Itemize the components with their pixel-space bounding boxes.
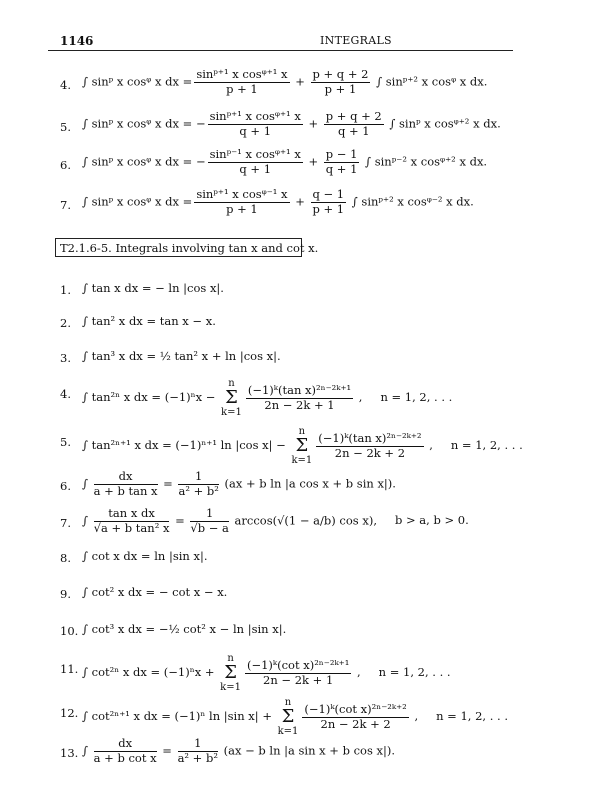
- fraction: [245, 659, 351, 688]
- formula-number: 7.: [60, 198, 71, 212]
- formula-expression: [82, 378, 452, 418]
- formula-number: 3.: [60, 351, 71, 365]
- formula-post: ,: [353, 665, 361, 679]
- formula-number: 12.: [60, 706, 79, 720]
- formula-number: 10.: [60, 624, 79, 638]
- formula-rest: ∫ sinᵖ⁺² x cosᵠ⁻² x dx.: [348, 194, 474, 209]
- fraction-denominator: a² + b²: [178, 483, 219, 498]
- summation-upper: n: [298, 426, 306, 437]
- formula-pre: ∫ tan²ⁿ x dx = (−1)ⁿx −: [82, 390, 220, 404]
- formula-number: 2.: [60, 316, 71, 330]
- fraction-numerator: sinᵖ⁺¹ x cosᵠ⁺¹ x: [209, 109, 301, 123]
- fraction-denominator: p + 1: [324, 81, 357, 96]
- page-number: 1146: [60, 34, 94, 48]
- formula-number: 4.: [60, 387, 71, 401]
- fraction: [324, 110, 384, 139]
- fraction: [246, 384, 353, 413]
- formula-pre: ∫: [82, 743, 92, 758]
- condition: n = 1, 2, . . .: [436, 709, 508, 723]
- fraction: [208, 148, 303, 177]
- formula-pre: ∫: [82, 513, 92, 528]
- formula-expression: [82, 68, 487, 97]
- fraction-numerator: q − 1: [312, 187, 345, 201]
- formula-expression: [82, 622, 286, 636]
- fraction: [316, 432, 423, 461]
- formula-expression: [82, 349, 281, 363]
- fraction-denominator: √b − a: [190, 520, 229, 535]
- operator: =: [159, 476, 177, 491]
- formula-text: ∫ cot³ x dx = −½ cot² x − ln |sin x|.: [82, 622, 287, 636]
- operator: +: [291, 194, 309, 209]
- operator: +: [304, 154, 322, 169]
- summation-lower: k=1: [220, 682, 241, 693]
- summation-lower: k=1: [221, 407, 242, 418]
- formula-row: [0, 648, 594, 693]
- summation-upper: n: [228, 378, 235, 389]
- summation: [220, 653, 241, 693]
- formula-number: 5.: [60, 435, 71, 449]
- formula-number: 8.: [60, 551, 71, 565]
- summation: [291, 426, 312, 466]
- summation: [278, 697, 299, 737]
- fraction-denominator: p + 1: [312, 201, 345, 216]
- fraction-numerator: (−1)ᵏ(cot x)²ⁿ⁻²ᵏ⁺²: [304, 701, 407, 716]
- condition: b > a, b > 0.: [394, 513, 469, 528]
- fraction-denominator: 2n − 2k + 2: [334, 445, 406, 460]
- formula-row: [0, 337, 594, 377]
- formula-post: ,: [425, 438, 433, 452]
- formula-lhs: ∫ sinᵖ x cosᵠ x dx =: [82, 74, 193, 89]
- fraction-denominator: p + 1: [226, 81, 258, 96]
- formula-row: [0, 184, 594, 224]
- fraction-denominator: 2n − 2k + 1: [264, 397, 335, 412]
- fraction-numerator: p + q + 2: [312, 67, 369, 81]
- summation-sign: Σ: [224, 662, 237, 683]
- formula-row: [0, 732, 594, 772]
- fraction-numerator: tan x dx: [94, 507, 170, 522]
- fraction: [178, 470, 218, 499]
- fraction-denominator: p + 1: [226, 201, 258, 216]
- formula-rest: ∫ sinᵖ⁺² x cosᵠ x dx.: [372, 74, 488, 89]
- formula-expression: [82, 697, 508, 737]
- summation-lower: k=1: [291, 455, 313, 466]
- formula-row: [0, 373, 594, 418]
- summation-upper: n: [284, 697, 292, 708]
- fraction: [94, 507, 170, 536]
- fraction-denominator: q + 1: [239, 123, 272, 138]
- formula-row: [0, 610, 594, 650]
- formula-row: [0, 302, 594, 342]
- formula-pre: ∫ cot²ⁿ x dx = (−1)ⁿx +: [82, 665, 219, 679]
- fraction-numerator: sinᵖ⁺¹ x cosᵠ⁻¹ x: [196, 187, 288, 201]
- operator: =: [171, 513, 189, 528]
- formula-number: 7.: [60, 516, 71, 530]
- formula-row: [0, 692, 594, 737]
- formula-number: 11.: [60, 662, 79, 676]
- summation: [221, 378, 242, 418]
- formula-row: [0, 106, 594, 146]
- fraction: [194, 188, 289, 217]
- formula-rest: ∫ sinᵖ x cosᵠ⁺² x dx.: [385, 116, 501, 131]
- summation-sign: Σ: [225, 387, 238, 408]
- fraction-denominator: q + 1: [239, 161, 272, 176]
- fraction-numerator: p − 1: [325, 147, 358, 161]
- summation-upper: n: [227, 653, 234, 664]
- fraction-denominator: a + b tan x: [93, 483, 158, 498]
- formula-pre: ∫ cot²ⁿ⁺¹ x dx = (−1)ⁿ ln |sin x| +: [82, 709, 276, 723]
- fraction: [94, 737, 157, 766]
- summation-lower: k=1: [277, 726, 299, 737]
- formula-post: (ax + b ln |a cos x + b sin x|).: [220, 476, 396, 491]
- formula-expression: [82, 110, 501, 139]
- formula-lhs: ∫ sinᵖ x cosᵠ x dx = −: [82, 116, 206, 131]
- formula-rest: ∫ sinᵖ⁻² x cosᵠ⁺² x dx.: [361, 154, 488, 169]
- fraction: [190, 507, 229, 536]
- fraction-numerator: dx: [94, 737, 157, 752]
- formula-text: ∫ cot x dx = ln |sin x|.: [82, 549, 208, 563]
- summation-sign: Σ: [281, 706, 295, 727]
- formula-expression: [82, 470, 396, 499]
- formula-expression: [82, 281, 224, 295]
- fraction-denominator: 2n − 2k + 2: [320, 716, 391, 731]
- fraction-denominator: a² + b²: [177, 750, 218, 765]
- fraction-numerator: (−1)ᵏ(cot x)²ⁿ⁻²ᵏ⁺¹: [246, 657, 350, 672]
- formula-post: ,: [410, 709, 419, 723]
- fraction: [302, 703, 408, 732]
- header-rule: [48, 50, 513, 51]
- operator: +: [304, 116, 322, 131]
- formula-row: [0, 64, 594, 104]
- formula-post: arccos(√(1 − a/b) cos x),: [230, 513, 377, 528]
- formula-row: [0, 421, 594, 466]
- formula-expression: [82, 737, 395, 766]
- formula-text: ∫ tan² x dx = tan x − x.: [82, 314, 216, 328]
- formula-row: [0, 537, 594, 577]
- formula-row: [0, 573, 594, 613]
- formula-expression: [82, 188, 474, 217]
- formula-row: [0, 144, 594, 184]
- formula-expression: [82, 653, 451, 693]
- page-header: [48, 34, 548, 50]
- formula-expression: [82, 549, 208, 563]
- fraction: [311, 188, 347, 217]
- formula-row: [0, 502, 594, 542]
- formula-number: 4.: [60, 78, 71, 92]
- fraction-denominator: 2n − 2k + 1: [263, 672, 334, 687]
- formula-text: ∫ cot² x dx = − cot x − x.: [82, 585, 228, 599]
- section-title-box: T2.1.6-5. Integrals involving tan x and cot x.: [55, 238, 302, 257]
- running-title: INTEGRALS: [320, 34, 392, 47]
- fraction: [208, 110, 303, 139]
- operator: =: [158, 743, 176, 758]
- fraction-numerator: p + q + 2: [325, 109, 382, 123]
- fraction-numerator: 1: [178, 737, 218, 752]
- fraction-numerator: 1: [178, 470, 218, 485]
- formula-text: ∫ tan³ x dx = ½ tan² x + ln |cos x|.: [82, 349, 281, 363]
- summation-sign: Σ: [295, 435, 309, 456]
- formula-number: 6.: [60, 158, 71, 172]
- fraction: [324, 148, 360, 177]
- formula-number: 6.: [60, 479, 71, 493]
- formula-post: (ax − b ln |a sin x + b cos x|).: [219, 743, 396, 758]
- formula-expression: [82, 148, 487, 177]
- fraction-numerator: (−1)ᵏ(tan x)²ⁿ⁻²ᵏ⁺²: [318, 430, 422, 445]
- fraction: [194, 68, 289, 97]
- formula-post: ,: [355, 390, 363, 404]
- fraction-numerator: (−1)ᵏ(tan x)²ⁿ⁻²ᵏ⁺¹: [247, 382, 352, 397]
- fraction-denominator: q + 1: [325, 161, 358, 176]
- fraction-denominator: a + b cot x: [93, 750, 157, 765]
- formula-expression: [82, 507, 469, 536]
- formula-pre: ∫ tan²ⁿ⁺¹ x dx = (−1)ⁿ⁺¹ ln |cos x| −: [82, 438, 290, 452]
- fraction-numerator: 1: [190, 507, 229, 522]
- condition: n = 1, 2, . . .: [378, 665, 451, 679]
- formula-lhs: ∫ sinᵖ x cosᵠ x dx = −: [82, 154, 206, 169]
- formula-number: 13.: [60, 746, 79, 760]
- formula-expression: [82, 314, 216, 328]
- formula-lhs: ∫ sinᵖ x cosᵠ x dx =: [82, 194, 193, 209]
- fraction: [311, 68, 371, 97]
- formula-number: 5.: [60, 120, 71, 134]
- fraction-numerator: sinᵖ⁺¹ x cosᵠ⁺¹ x: [196, 67, 288, 81]
- formula-expression: [82, 426, 523, 466]
- condition: n = 1, 2, . . .: [450, 438, 523, 452]
- condition: n = 1, 2, . . .: [380, 390, 453, 404]
- formula-text: ∫ tan x dx = − ln |cos x|.: [82, 281, 224, 295]
- formula-number: 9.: [60, 587, 71, 601]
- fraction: [178, 737, 218, 766]
- fraction-numerator: dx: [94, 470, 158, 485]
- formula-expression: [82, 585, 227, 599]
- operator: +: [291, 74, 309, 89]
- fraction-denominator: q + 1: [337, 123, 370, 138]
- fraction: [94, 470, 158, 499]
- fraction-numerator: sinᵖ⁻¹ x cosᵠ⁺¹ x: [209, 147, 301, 161]
- formula-number: 1.: [60, 283, 71, 297]
- formula-pre: ∫: [82, 476, 92, 491]
- formula-row: [0, 465, 594, 505]
- fraction-denominator: √a + b tan² x: [93, 520, 170, 535]
